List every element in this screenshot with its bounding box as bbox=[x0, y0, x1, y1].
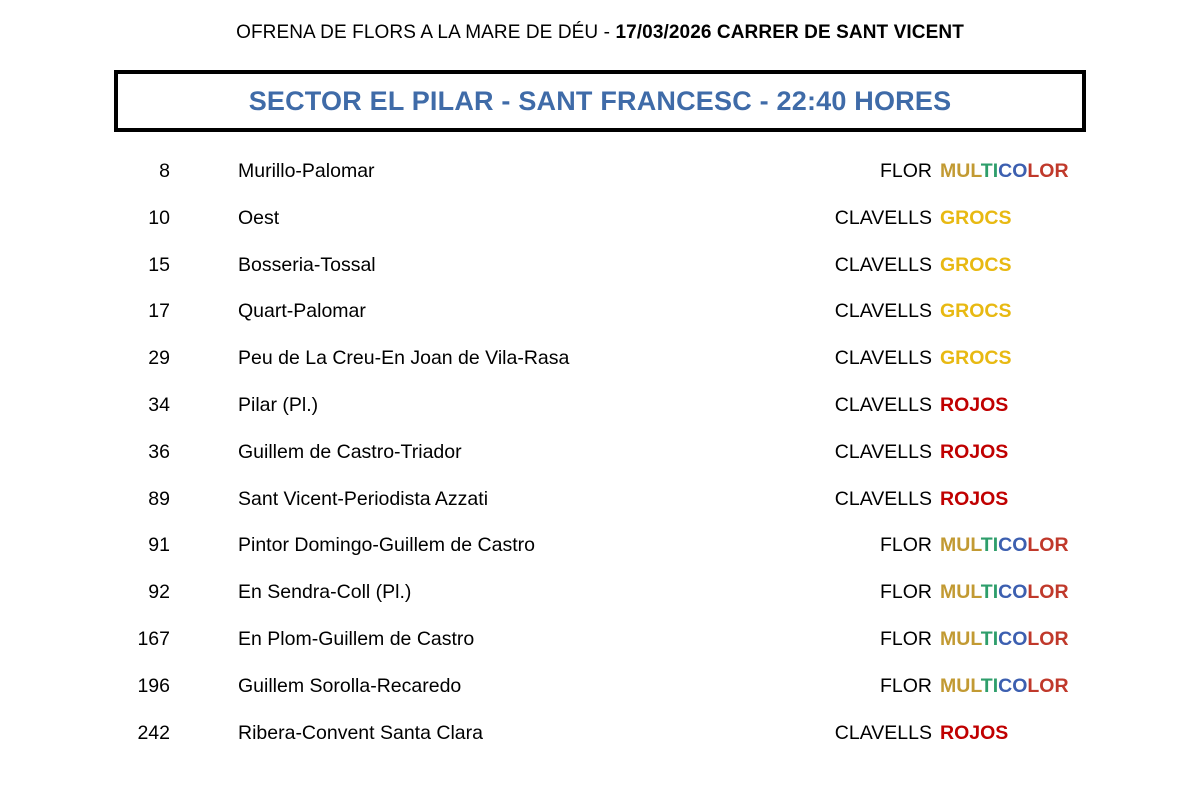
row-flower-type: FLOR bbox=[879, 674, 932, 697]
table-row bbox=[100, 254, 1100, 301]
document-header bbox=[0, 0, 1200, 44]
row-number: 89 bbox=[148, 487, 170, 510]
row-street-name: En Plom-Guillem de Castro bbox=[238, 627, 475, 650]
row-flower-color: MULTICOLOR bbox=[940, 534, 1069, 557]
entries-list bbox=[100, 160, 1100, 768]
row-number: 15 bbox=[148, 253, 170, 276]
row-street-name: Guillem de Castro-Triador bbox=[238, 440, 462, 463]
row-street-name: Quart-Palomar bbox=[238, 300, 366, 323]
row-street-name: Oest bbox=[238, 206, 280, 229]
table-row bbox=[100, 581, 1100, 628]
row-street-name: Sant Vicent-Periodista Azzati bbox=[238, 487, 489, 510]
row-street-name: Pilar (Pl.) bbox=[238, 393, 319, 416]
row-number: 92 bbox=[148, 581, 170, 604]
row-street-name: Peu de La Creu-En Joan de Vila-Rasa bbox=[238, 347, 570, 370]
table-row bbox=[100, 347, 1100, 394]
table-row bbox=[100, 207, 1100, 254]
row-flower-type: CLAVELLS bbox=[834, 206, 932, 229]
row-street-name: Ribera-Convent Santa Clara bbox=[238, 721, 483, 744]
row-street-name: Bosseria-Tossal bbox=[238, 253, 376, 276]
row-number: 167 bbox=[137, 627, 170, 650]
row-flower-color: GROCS bbox=[940, 300, 1012, 323]
row-street-name: Pintor Domingo-Guillem de Castro bbox=[238, 534, 535, 557]
row-flower-type: CLAVELLS bbox=[834, 300, 932, 323]
table-row bbox=[100, 534, 1100, 581]
row-flower-color: GROCS bbox=[940, 347, 1012, 370]
row-flower-color: MULTICOLOR bbox=[940, 581, 1069, 604]
row-flower-color: GROCS bbox=[940, 253, 1012, 276]
row-number: 29 bbox=[148, 347, 170, 370]
row-street-name: En Sendra-Coll (Pl.) bbox=[238, 581, 412, 604]
header-date-street: 17/03/2026 CARRER DE SANT VICENT bbox=[615, 22, 964, 43]
row-number: 36 bbox=[148, 440, 170, 463]
row-flower-color: MULTICOLOR bbox=[940, 160, 1069, 182]
table-row bbox=[100, 675, 1100, 722]
row-street-name: Murillo-Palomar bbox=[238, 160, 375, 182]
row-flower-type: CLAVELLS bbox=[834, 487, 932, 510]
row-number: 10 bbox=[148, 206, 170, 229]
row-flower-color: MULTICOLOR bbox=[940, 627, 1069, 650]
row-flower-color: MULTICOLOR bbox=[940, 674, 1069, 697]
table-row bbox=[100, 300, 1100, 347]
row-flower-color: ROJOS bbox=[940, 393, 1009, 416]
row-flower-type: CLAVELLS bbox=[834, 440, 932, 463]
row-flower-type: CLAVELLS bbox=[834, 253, 932, 276]
row-street-name: Guillem Sorolla-Recaredo bbox=[238, 674, 462, 697]
row-flower-type: CLAVELLS bbox=[834, 721, 932, 744]
table-row bbox=[100, 441, 1100, 488]
row-number: 34 bbox=[148, 393, 170, 416]
row-flower-type: FLOR bbox=[879, 627, 932, 650]
row-number: 242 bbox=[137, 721, 170, 744]
header-event-text: OFRENA DE FLORS A LA MARE DE DÉU - bbox=[236, 22, 616, 43]
row-flower-type: FLOR bbox=[879, 160, 932, 182]
table-row bbox=[100, 722, 1100, 769]
row-number: 17 bbox=[148, 300, 170, 323]
table-row bbox=[100, 488, 1100, 535]
row-number: 8 bbox=[159, 160, 170, 182]
table-row bbox=[100, 160, 1100, 207]
table-row bbox=[100, 628, 1100, 675]
row-flower-color: ROJOS bbox=[940, 440, 1009, 463]
sector-title: SECTOR EL PILAR - SANT FRANCESC - 22:40 HORES bbox=[248, 85, 952, 116]
table-row bbox=[100, 394, 1100, 441]
row-flower-type: FLOR bbox=[879, 534, 932, 557]
row-flower-type: CLAVELLS bbox=[834, 347, 932, 370]
row-flower-color: ROJOS bbox=[940, 721, 1009, 744]
row-flower-type: CLAVELLS bbox=[834, 393, 932, 416]
sector-banner bbox=[114, 70, 1086, 132]
row-number: 91 bbox=[148, 534, 170, 557]
row-flower-color: ROJOS bbox=[940, 487, 1009, 510]
row-flower-color: GROCS bbox=[940, 206, 1012, 229]
row-number: 196 bbox=[137, 674, 170, 697]
row-flower-type: FLOR bbox=[879, 581, 932, 604]
